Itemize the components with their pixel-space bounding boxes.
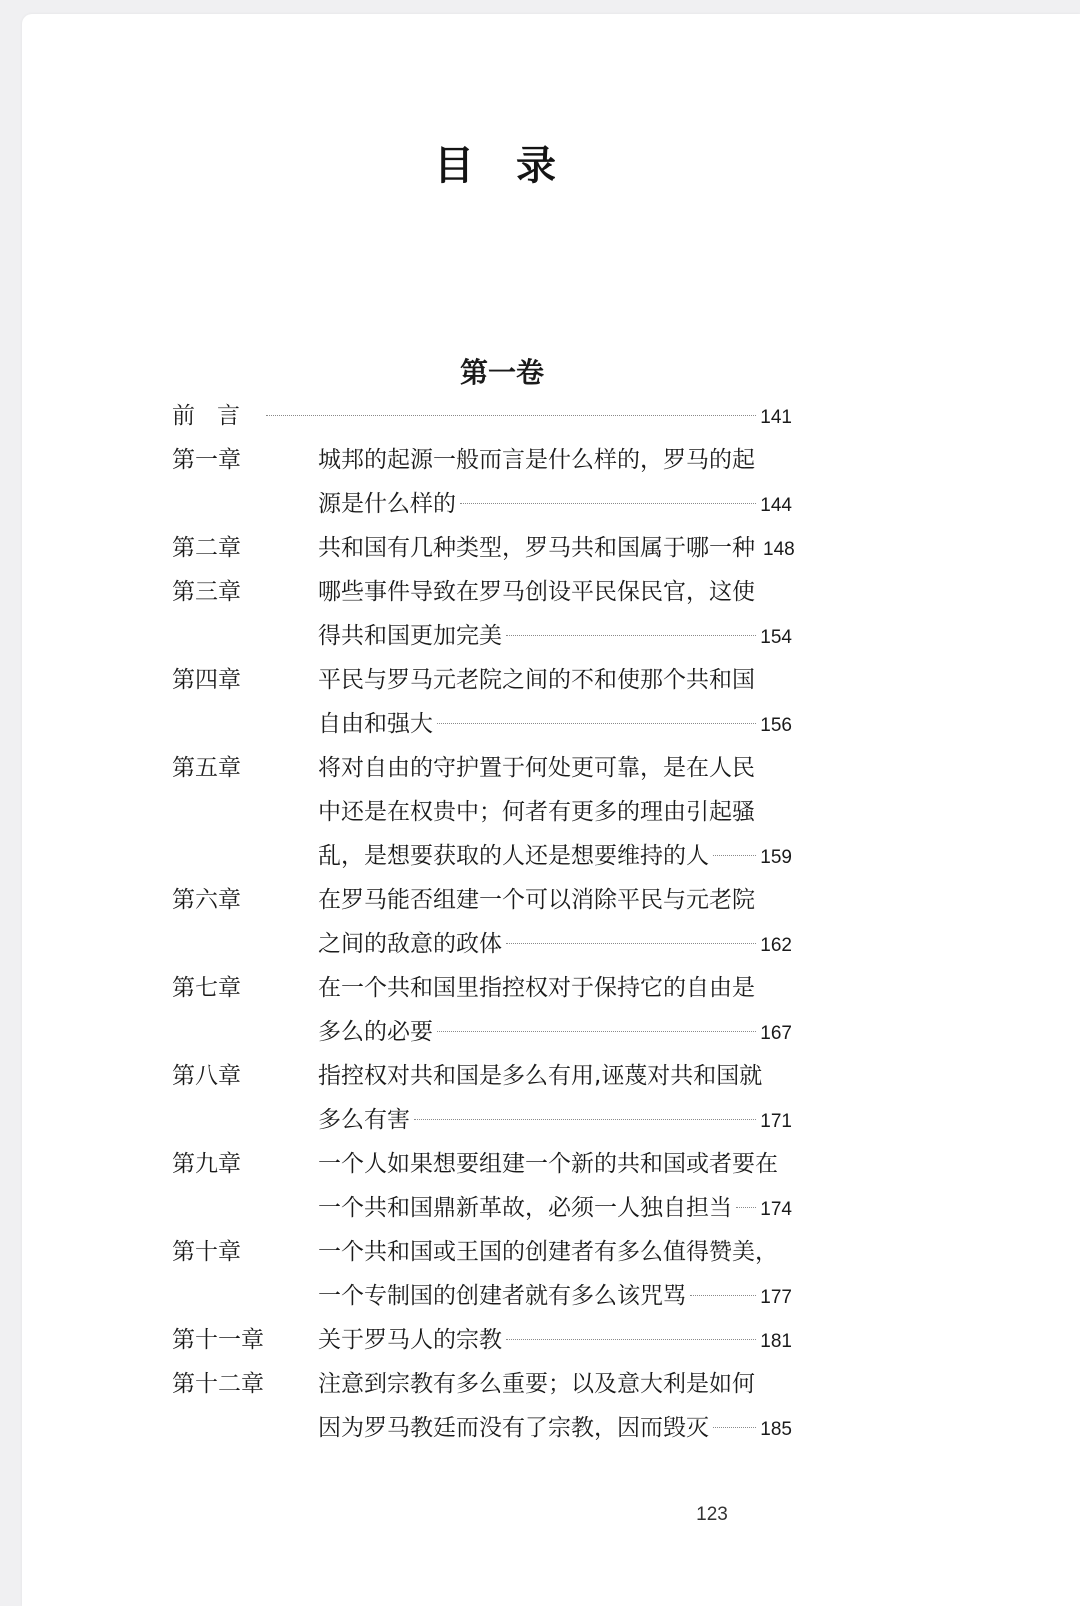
toc-entry[interactable] (172, 1230, 832, 1318)
chapter-title (318, 438, 792, 526)
chapter-title-text: 多么的必要 (318, 1019, 433, 1045)
chapter-title (318, 966, 792, 1054)
chapter-title-text: 在罗马能否组建一个可以消除平民与元老院 (318, 887, 755, 913)
chapter-title-line (318, 790, 792, 834)
chapter-title-text: 指控权对共和国是多么有用,诬蔑对共和国就 (318, 1063, 763, 1089)
chapter-title (318, 746, 792, 878)
chapter-title-text: 一个专制国的创建者就有多么该咒骂 (318, 1283, 686, 1309)
page-ref: 167 (760, 1023, 792, 1044)
chapter-title-text: 因为罗马教廷而没有了宗教，因而毁灭 (318, 1415, 709, 1441)
page-ref: 141 (760, 407, 792, 428)
chapter-title (318, 1230, 792, 1318)
toc-entry[interactable] (172, 1318, 832, 1362)
dot-leader (460, 503, 756, 504)
chapter-title-line (318, 1010, 792, 1054)
chapter-title (318, 1142, 792, 1230)
chapter-title-line (318, 658, 792, 702)
page-ref: 144 (760, 495, 792, 516)
chapter-title-line (318, 922, 792, 966)
chapter-label: 第七章 (172, 975, 241, 1001)
chapter-title (318, 658, 792, 746)
chapter-title-line (318, 1318, 792, 1362)
page-ref: 177 (760, 1287, 792, 1308)
chapter-title-text: 将对自由的守护置于何处更可靠，是在人民 (318, 755, 755, 781)
dot-leader (506, 635, 756, 636)
chapter-title-line (318, 746, 792, 790)
toc-entry[interactable] (172, 570, 832, 658)
toc-entry[interactable] (172, 526, 832, 570)
dot-leader (690, 1295, 756, 1296)
preface-label: 前言 (172, 403, 262, 429)
dot-leader (437, 723, 756, 724)
chapter-title-line (318, 878, 792, 922)
page-ref: 154 (760, 627, 792, 648)
dot-leader (414, 1119, 756, 1120)
chapter-title-line (318, 1230, 792, 1274)
chapter-title-line (318, 526, 795, 570)
dot-leader (736, 1207, 756, 1208)
dot-leader (437, 1031, 756, 1032)
dot-leader (266, 415, 756, 416)
chapter-title (318, 570, 792, 658)
toc-entry[interactable] (172, 1142, 832, 1230)
toc-entry[interactable] (172, 1362, 832, 1450)
chapter-title-line (318, 1098, 792, 1142)
page-ref: 159 (760, 847, 792, 868)
toc-entry-preface[interactable] (172, 394, 792, 438)
chapter-label: 第一章 (172, 447, 241, 473)
chapter-label: 第三章 (172, 579, 241, 605)
toc-entry[interactable] (172, 966, 832, 1054)
chapter-title-text: 在一个共和国里指控权对于保持它的自由是 (318, 975, 755, 1001)
chapter-title (318, 878, 792, 966)
page-number: 123 (696, 1504, 728, 1525)
toc-entry[interactable] (172, 878, 832, 966)
chapter-label: 第六章 (172, 887, 241, 913)
chapter-title-text: 共和国有几种类型，罗马共和国属于哪一种 (318, 535, 755, 561)
page-title: 目 录 (434, 143, 570, 189)
chapter-title-line (318, 1362, 792, 1406)
chapter-label: 第五章 (172, 755, 241, 781)
table-of-contents (172, 394, 832, 1450)
chapter-title-text: 一个人如果想要组建一个新的共和国或者要在 (318, 1151, 778, 1177)
chapter-title-text: 一个共和国或王国的创建者有多么值得赞美， (318, 1239, 778, 1265)
toc-entry[interactable] (172, 746, 832, 878)
dot-leader (713, 855, 756, 856)
chapter-title-text: 城邦的起源一般而言是什么样的，罗马的起 (318, 447, 755, 473)
page-ref: 171 (760, 1111, 792, 1132)
chapter-label: 第十二章 (172, 1371, 264, 1397)
chapter-title-line (318, 966, 792, 1010)
page-ref: 148 (763, 539, 795, 560)
dot-leader (506, 943, 756, 944)
chapter-title-line (318, 1406, 792, 1450)
chapter-title-text: 之间的敌意的政体 (318, 931, 502, 957)
chapter-title-text: 乱，是想要获取的人还是想要维持的人 (318, 843, 709, 869)
chapter-title-line (318, 438, 792, 482)
page-ref: 185 (760, 1419, 792, 1440)
chapter-title-text: 中还是在权贵中；何者有更多的理由引起骚 (318, 799, 755, 825)
chapter-label: 第九章 (172, 1151, 241, 1177)
chapter-title-line (318, 482, 792, 526)
dot-leader (713, 1427, 756, 1428)
chapter-title-text: 哪些事件导致在罗马创设平民保民官，这使 (318, 579, 755, 605)
toc-entry[interactable] (172, 1054, 832, 1142)
chapter-title-text: 自由和强大 (318, 711, 433, 737)
page-ref: 181 (760, 1331, 792, 1352)
chapter-label: 第二章 (172, 535, 241, 561)
page-ref: 174 (760, 1199, 792, 1220)
chapter-title (318, 526, 795, 570)
chapter-title-text: 一个共和国鼎新革故，必须一人独自担当 (318, 1195, 732, 1221)
chapter-title-text: 多么有害 (318, 1107, 410, 1133)
chapter-label: 第八章 (172, 1063, 241, 1089)
page-ref: 162 (760, 935, 792, 956)
chapter-title-line (318, 834, 792, 878)
chapter-title-line (318, 570, 792, 614)
chapter-title-line (318, 614, 792, 658)
chapter-title-text: 得共和国更加完美 (318, 623, 502, 649)
chapter-title-line (318, 1054, 792, 1098)
chapter-list (172, 438, 832, 1450)
chapter-title-line (318, 1186, 792, 1230)
page-ref: 156 (760, 715, 792, 736)
chapter-title (318, 1362, 792, 1450)
chapter-title-line (318, 702, 792, 746)
chapter-label: 第四章 (172, 667, 241, 693)
chapter-title (318, 1318, 792, 1362)
chapter-title-text: 平民与罗马元老院之间的不和使那个共和国 (318, 667, 755, 693)
chapter-title-text: 源是什么样的 (318, 491, 456, 517)
volume-heading: 第一卷 (459, 356, 544, 389)
document-page (22, 14, 1080, 1606)
chapter-title-text: 关于罗马人的宗教 (318, 1327, 502, 1353)
toc-entry[interactable] (172, 658, 832, 746)
chapter-title (318, 1054, 792, 1142)
dot-leader (506, 1339, 756, 1340)
chapter-title-text: 注意到宗教有多么重要；以及意大利是如何 (318, 1371, 755, 1397)
chapter-label: 第十一章 (172, 1327, 264, 1353)
chapter-title-line (318, 1142, 792, 1186)
chapter-title-line (318, 1274, 792, 1318)
toc-entry[interactable] (172, 438, 832, 526)
chapter-label: 第十章 (172, 1239, 241, 1265)
